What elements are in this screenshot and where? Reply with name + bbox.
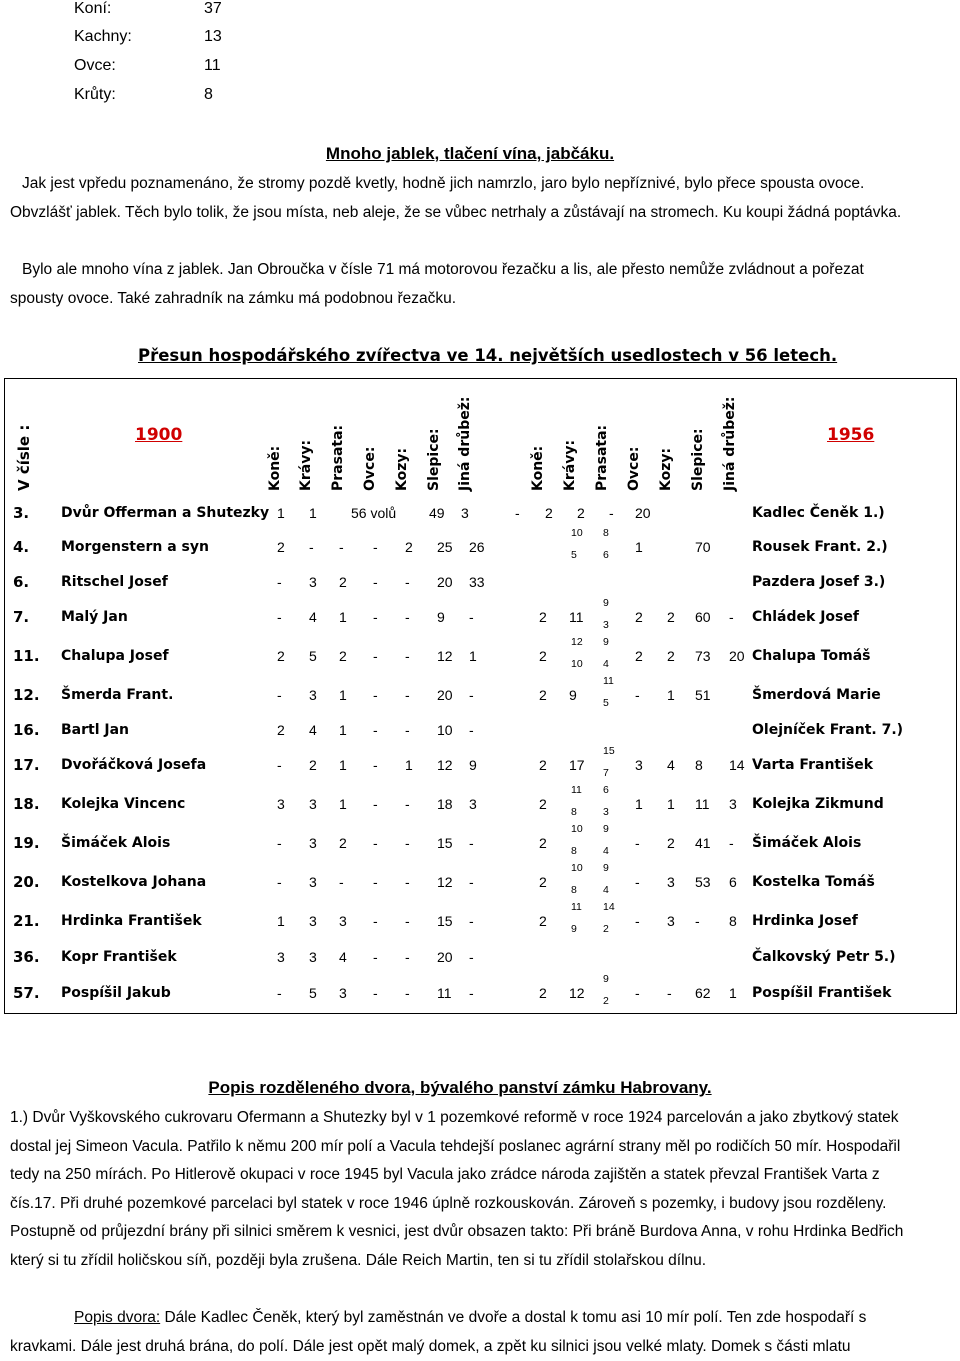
owner-1900: Dvůr Offerman a Shutezky <box>61 505 270 521</box>
cell-1900: - <box>469 949 474 965</box>
column-header-1900: Koně: <box>267 445 283 491</box>
row-number: 36. <box>13 948 40 966</box>
cell-1900: 10 <box>437 722 453 738</box>
cell-1956-small-bottom: 4 <box>603 845 609 857</box>
cell-1900: - <box>405 985 410 1001</box>
cell-1956-small-top: 10 <box>571 823 583 835</box>
cell-1956-small-bottom: 8 <box>571 845 577 857</box>
row-number: 6. <box>13 573 30 591</box>
owner-1900: Kostelkova Johana <box>61 874 207 890</box>
column-header-1956: Jiná drůbež: <box>722 396 738 491</box>
cell-1956-small-bottom: 6 <box>603 549 609 561</box>
cell-1900: 12 <box>437 874 453 890</box>
cell-1900: - <box>373 913 378 929</box>
year-1956: 1956 <box>827 425 875 445</box>
cell-1900: - <box>373 609 378 625</box>
cell-1956-small-bottom: 4 <box>603 658 609 670</box>
cell-1900: - <box>373 539 378 555</box>
row-number: 16. <box>13 721 40 739</box>
cell-1900: 11 <box>437 985 452 1001</box>
stat-value: 11 <box>204 57 221 74</box>
owner-1900: Kolejka Vincenc <box>61 796 186 812</box>
cell-1956-small-top: 11 <box>603 675 614 687</box>
cell-1900: - <box>405 835 410 851</box>
cell-1956: 73 <box>695 648 711 664</box>
cell-1900: - <box>405 949 410 965</box>
cell-1900: 3 <box>461 505 469 521</box>
cell-1900: - <box>277 757 282 773</box>
cell-1900: - <box>373 835 378 851</box>
cell-1900: - <box>469 687 474 703</box>
column-header-1900: Prasata: <box>330 424 346 491</box>
cell-1956: - <box>515 505 520 521</box>
cell-1900: - <box>469 874 474 890</box>
cell-1956: 1 <box>667 687 675 703</box>
cell-1900: - <box>373 648 378 664</box>
cell-1900: - <box>277 985 282 1001</box>
owner-1900: Hrdinka František <box>61 913 202 929</box>
cell-1900: - <box>277 835 282 851</box>
cell-1956-small-top: 14 <box>603 901 615 913</box>
owner-1900: Ritschel Josef <box>61 574 168 590</box>
cell-1956: - <box>667 985 672 1001</box>
cell-1900: 15 <box>437 913 453 929</box>
cell-1956: - <box>695 913 700 929</box>
cell-1900: 4 <box>339 949 347 965</box>
livestock-table <box>4 378 957 1014</box>
row-number: 3. <box>13 504 30 522</box>
cell-1956: 60 <box>695 609 711 625</box>
column-header-1956: Slepice: <box>690 428 706 491</box>
owner-1956: Šmerdová Marie <box>752 687 881 703</box>
cell-1956-small-bottom: 2 <box>603 995 609 1007</box>
owner-1956: Pospíšil František <box>752 985 892 1001</box>
row-number: 57. <box>13 984 40 1002</box>
cell-1900: - <box>405 687 410 703</box>
cell-1956: - <box>729 609 734 625</box>
cell-1900: 3 <box>309 796 317 812</box>
cell-1900: 3 <box>309 687 317 703</box>
cell-1900: 25 <box>437 539 453 555</box>
cell-1900: 3 <box>309 949 317 965</box>
cell-1900: 20 <box>437 687 453 703</box>
section-heading: Mnoho jablek, tlačení vína, jabčáku. <box>325 144 615 163</box>
owner-1900: Kopr František <box>61 949 177 965</box>
cell-1956-small-top: 11 <box>571 901 582 913</box>
cell-1900: - <box>373 757 378 773</box>
cell-1956: 3 <box>667 913 675 929</box>
cell-1900: 1 <box>469 648 477 664</box>
cell-1956-small-bottom: 5 <box>603 697 609 709</box>
cell-1900: - <box>339 874 344 890</box>
cell-1956: 11 <box>569 609 584 625</box>
cell-1956: 70 <box>695 539 711 555</box>
cell-1956-small-bottom: 10 <box>571 658 583 670</box>
cell-1956: 1 <box>635 796 643 812</box>
cell-1900: 1 <box>405 757 413 773</box>
owner-1900: Šmerda Frant. <box>61 687 174 703</box>
cell-1956: 2 <box>539 609 547 625</box>
cell-1956: 1 <box>667 796 675 812</box>
cell-1956-small-top: 10 <box>571 527 583 539</box>
cell-1956-small-top: 8 <box>603 527 609 539</box>
cell-1900: 4 <box>309 609 317 625</box>
owner-1956: Pazdera Josef 3.) <box>752 574 886 590</box>
cell-1956: 41 <box>695 835 711 851</box>
cell-1900: 3 <box>309 574 317 590</box>
cell-1900: 3 <box>469 796 477 812</box>
cell-1956-small-bottom: 7 <box>603 767 609 779</box>
paragraph: Bylo ale mnoho vína z jablek. Jan Obroučka v čísle 71 má motorovou řezačku a lis, ale přesto nemůže zvládnout a pořezat spousty ovoce. Také zahradník na zámku má podobnou řezačku. <box>10 261 864 307</box>
cell-1956-small-top: 9 <box>603 862 609 874</box>
owner-1900: Morgenstern a syn <box>61 539 209 555</box>
cell-1956-small-top: 9 <box>603 597 609 609</box>
cell-1956: 9 <box>569 687 577 703</box>
owner-1900: Malý Jan <box>61 609 128 625</box>
cell-1900: 20 <box>437 574 453 590</box>
cell-1900: - <box>339 539 344 555</box>
column-header-1956: Ovce: <box>626 446 642 491</box>
cell-1900: - <box>405 722 410 738</box>
cell-1956: 2 <box>667 609 675 625</box>
owner-1900: Šimáček Alois <box>61 835 171 851</box>
cell-1900: - <box>373 874 378 890</box>
cell-1900: 2 <box>277 539 285 555</box>
cell-1956: 2 <box>539 913 547 929</box>
column-header-1956: Prasata: <box>594 424 610 491</box>
cell-1900: - <box>469 913 474 929</box>
cell-1900: 3 <box>309 874 317 890</box>
cell-1900: 1 <box>309 505 317 521</box>
cell-1900: 56 volů <box>351 505 397 521</box>
cell-1900: 1 <box>339 722 347 738</box>
cell-1956: 20 <box>635 505 651 521</box>
cell-1956: 2 <box>539 985 547 1001</box>
owner-1956: Hrdinka Josef <box>752 913 858 929</box>
cell-1900: 20 <box>437 949 453 965</box>
cell-1900: 1 <box>339 757 347 773</box>
cell-1956: 17 <box>569 757 585 773</box>
cell-1956: 3 <box>729 796 737 812</box>
cell-1956-small-bottom: 8 <box>571 806 577 818</box>
cell-1956-small-bottom: 9 <box>571 923 577 935</box>
cell-1956: 3 <box>667 874 675 890</box>
row-number: 20. <box>13 873 40 891</box>
cell-1900: - <box>373 985 378 1001</box>
cell-1956: 3 <box>635 757 643 773</box>
cell-1956-small-bottom: 3 <box>603 619 609 631</box>
cell-1900: - <box>469 609 474 625</box>
cell-1900: 2 <box>277 648 285 664</box>
table-title: Přesun hospodářského zvířectva ve 14. největších usedlostech v 56 letech. <box>138 346 838 365</box>
cell-1900: 2 <box>405 539 413 555</box>
cell-1900: - <box>373 687 378 703</box>
cell-1900: 1 <box>277 913 285 929</box>
cell-1900: 49 <box>429 505 445 521</box>
cell-1900: 3 <box>309 835 317 851</box>
owner-1900: Dvořáčková Josefa <box>61 757 207 773</box>
cell-1956: - <box>635 874 640 890</box>
row-number: 18. <box>13 795 40 813</box>
cell-1956: 6 <box>729 874 737 890</box>
cell-1900: 5 <box>309 985 317 1001</box>
cell-1956: 2 <box>539 835 547 851</box>
cell-1900: - <box>405 574 410 590</box>
stat-value: 37 <box>204 0 222 17</box>
cell-1900: - <box>373 796 378 812</box>
paragraph <box>10 1304 915 1361</box>
cell-1900: - <box>277 574 282 590</box>
cell-1956: 8 <box>695 757 703 773</box>
cell-1956-small-top: 10 <box>571 862 583 874</box>
cell-1900: 2 <box>277 722 285 738</box>
cell-1900: 15 <box>437 835 453 851</box>
cell-1956: 14 <box>729 757 745 773</box>
owner-1900: Bartl Jan <box>61 722 130 738</box>
cell-1900: - <box>405 796 410 812</box>
owner-1956: Rousek Frant. 2.) <box>752 539 888 555</box>
cell-1956: 2 <box>667 835 675 851</box>
cell-1956: 53 <box>695 874 711 890</box>
column-header-number: V čísle : <box>15 424 33 491</box>
column-header-1900: Jiná drůbež: <box>457 396 473 491</box>
cell-1900: 3 <box>277 949 285 965</box>
cell-1900: 2 <box>339 835 347 851</box>
cell-1900: 1 <box>277 505 285 521</box>
stat-label: Kachny: <box>74 28 132 45</box>
cell-1956: - <box>729 835 734 851</box>
cell-1956-small-top: 9 <box>603 823 609 835</box>
cell-1900: - <box>309 539 314 555</box>
owner-1956: Čalkovský Petr 5.) <box>752 949 896 965</box>
cell-1900: 1 <box>339 609 347 625</box>
column-header-1900: Ovce: <box>362 446 378 491</box>
cell-1956: 2 <box>539 796 547 812</box>
cell-1900: 9 <box>437 609 445 625</box>
column-header-1900: Krávy: <box>298 439 314 491</box>
cell-1956-small-top: 15 <box>603 745 615 757</box>
cell-1900: 12 <box>437 648 453 664</box>
cell-1956: 2 <box>545 505 553 521</box>
paragraph-label: Popis dvora: <box>74 1309 161 1326</box>
cell-1956: 2 <box>635 609 643 625</box>
cell-1900: 2 <box>339 574 347 590</box>
section-heading: Popis rozděleného dvora, bývalého panství zámku Habrovany. <box>208 1078 712 1097</box>
owner-1956: Kolejka Zikmund <box>752 796 884 812</box>
cell-1900: - <box>373 722 378 738</box>
column-header-1900: Slepice: <box>426 428 442 491</box>
owner-1956: Chládek Josef <box>752 609 859 625</box>
cell-1900: 2 <box>309 757 317 773</box>
cell-1900: 4 <box>309 722 317 738</box>
stat-label: Koní: <box>74 0 112 17</box>
owner-1956: Olejníček Frant. 7.) <box>752 722 904 738</box>
cell-1956: - <box>635 913 640 929</box>
cell-1956: 2 <box>667 648 675 664</box>
stat-label: Ovce: <box>74 57 116 74</box>
cell-1900: - <box>373 574 378 590</box>
cell-1900: - <box>405 609 410 625</box>
cell-1900: 1 <box>339 687 347 703</box>
cell-1956: 2 <box>539 687 547 703</box>
paragraph-text: Dále Kadlec Čeněk, který byl zaměstnán ve dvoře a dostal k tomu asi 10 mír polí. Ten zde hospodaří s kravkami. Dále jest druhá brána, do polí. Dále jest opět malý domek, a zpět ku silnici jsou velké mlaty. Domek s části mlatu <box>10 1309 867 1355</box>
row-number: 17. <box>13 756 40 774</box>
paragraph: 1.) Dvůr Vyškovského cukrovaru Ofermann a Shutezky byl v 1 pozemkové reformě v roce 1924 parcelován a jako zbytkový statek dostal jej Simeon Vacula. Patřilo k němu 200 mír polí a Vacula tehdejší poslanec agrární strany měl po rodičích 50 mír. Hospodařil tedy na 250 mírách. Po Hitlerově okupaci v roce 1945 byl Vacula jako zrádce národa zajištěn a statek převzal František Varta z čís.17. Při druhé pozemkové parcelaci byl statek v roce 1946 úplně rozkouskován. Zároveň s pozemky, i budovy jsou rozděleny. Postupně od průjezdní brány při silnici směrem k vesnici, jest dvůr obsazen takto: Při bráně Burdova Anna, v rohu Hrdinka Bedřich který si tu zřídil holičskou síň, později byla zrušena. Dále Reich Martin, ten si tu zřídil stolařskou dílnu. <box>10 1109 904 1269</box>
cell-1956-small-top: 12 <box>571 636 583 648</box>
cell-1956-small-top: 11 <box>571 784 582 796</box>
cell-1956: 1 <box>729 985 737 1001</box>
cell-1956-small-top: 9 <box>603 636 609 648</box>
owner-1900: Chalupa Josef <box>61 648 169 664</box>
column-header-1956: Kozy: <box>658 447 674 491</box>
cell-1956: - <box>609 505 614 521</box>
cell-1900: 33 <box>469 574 485 590</box>
cell-1900: - <box>277 874 282 890</box>
cell-1956-small-bottom: 2 <box>603 923 609 935</box>
cell-1900: 3 <box>277 796 285 812</box>
cell-1956-small-bottom: 3 <box>603 806 609 818</box>
cell-1956: 2 <box>577 505 585 521</box>
cell-1956: 2 <box>539 874 547 890</box>
cell-1900: - <box>405 874 410 890</box>
cell-1900: 18 <box>437 796 453 812</box>
cell-1956: 20 <box>729 648 745 664</box>
cell-1956-small-bottom: 8 <box>571 884 577 896</box>
cell-1956: 12 <box>569 985 585 1001</box>
cell-1900: - <box>469 835 474 851</box>
cell-1956-small-bottom: 4 <box>603 884 609 896</box>
year-1900: 1900 <box>135 425 183 445</box>
owner-1956: Kadlec Čeněk 1.) <box>752 505 885 521</box>
owner-1956: Varta František <box>752 757 874 773</box>
cell-1956: - <box>635 835 640 851</box>
owner-1956: Chalupa Tomáš <box>752 648 871 664</box>
cell-1900: 9 <box>469 757 477 773</box>
cell-1900: - <box>277 687 282 703</box>
column-header-1956: Koně: <box>530 445 546 491</box>
cell-1956: 51 <box>695 687 711 703</box>
cell-1900: 3 <box>339 985 347 1001</box>
row-number: 21. <box>13 912 40 930</box>
cell-1900: 3 <box>309 913 317 929</box>
cell-1900: - <box>405 648 410 664</box>
cell-1956: 8 <box>729 913 737 929</box>
cell-1900: - <box>405 913 410 929</box>
row-number: 12. <box>13 686 40 704</box>
row-number: 4. <box>13 538 30 556</box>
cell-1956: 11 <box>695 796 710 812</box>
stat-value: 8 <box>204 86 213 103</box>
owner-1956: Šimáček Alois <box>752 835 862 851</box>
row-number: 7. <box>13 608 30 626</box>
cell-1900: 5 <box>309 648 317 664</box>
column-header-1900: Kozy: <box>394 447 410 491</box>
row-number: 19. <box>13 834 40 852</box>
cell-1956: 2 <box>539 757 547 773</box>
cell-1900: 3 <box>339 913 347 929</box>
cell-1900: 26 <box>469 539 485 555</box>
stat-value: 13 <box>204 28 222 45</box>
column-header-1956: Krávy: <box>562 439 578 491</box>
cell-1900: 1 <box>339 796 347 812</box>
cell-1900: - <box>373 949 378 965</box>
cell-1956: - <box>635 985 640 1001</box>
cell-1900: 2 <box>339 648 347 664</box>
cell-1956: - <box>635 687 640 703</box>
cell-1900: 12 <box>437 757 453 773</box>
cell-1956: 62 <box>695 985 711 1001</box>
cell-1956-small-top: 9 <box>603 973 609 985</box>
owner-1956: Kostelka Tomáš <box>752 874 875 890</box>
cell-1900: - <box>469 722 474 738</box>
cell-1956: 1 <box>635 539 643 555</box>
stat-label: Krůty: <box>74 86 116 103</box>
cell-1956-small-bottom: 5 <box>571 549 577 561</box>
cell-1956: 4 <box>667 757 675 773</box>
cell-1956-small-top: 6 <box>603 784 609 796</box>
paragraph: Jak jest vpředu poznamenáno, že stromy pozdě kvetly, hodně jich namrzlo, jaro bylo nepříznivé, bylo přece spousta ovoce. Obvzlášť jablek. Těch bylo tolik, že jsou místa, neb aleje, že se vůbec netrhaly a zůstávají na stromech. Ku koupi žádná poptávka. <box>10 175 902 221</box>
owner-1900: Pospíšil Jakub <box>61 985 171 1001</box>
cell-1900: - <box>469 985 474 1001</box>
cell-1956: 2 <box>539 648 547 664</box>
cell-1956: 2 <box>635 648 643 664</box>
cell-1900: - <box>277 609 282 625</box>
row-number: 11. <box>13 647 40 665</box>
